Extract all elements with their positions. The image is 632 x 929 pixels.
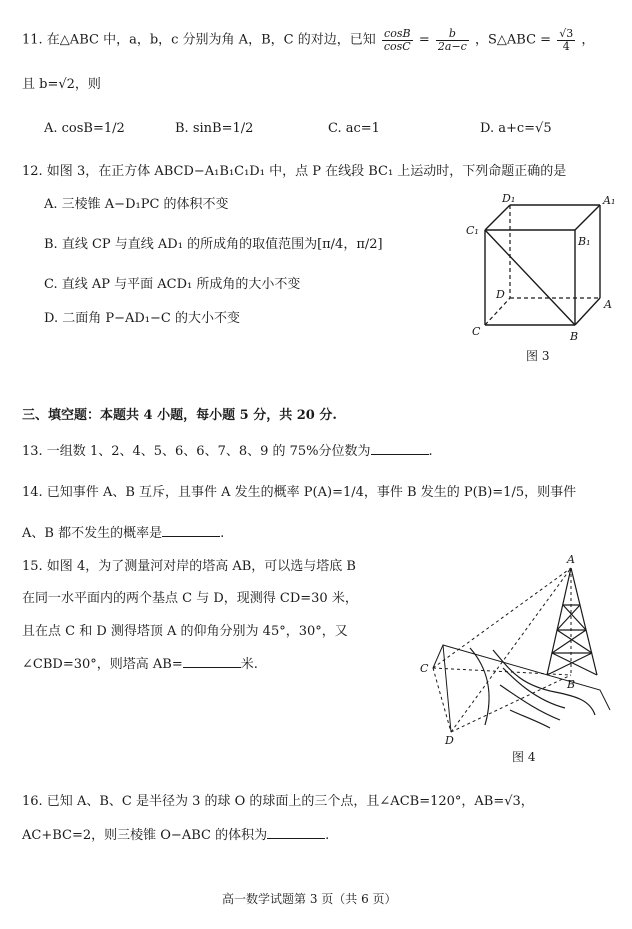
q15-line4: ∠CBD=30°，则塔高 AB= 米. (22, 657, 258, 672)
river (470, 648, 595, 728)
q16-answer-blank (267, 828, 325, 839)
q16-line1: 16. 已知 A、B、C 是半径为 3 的球 O 的球面上的三个点，且∠ACB=120°，AB=√3， (22, 794, 534, 809)
q14-line2: A、B 都不发生的概率是 . (22, 526, 225, 541)
page-footer: 高一数学试题第 3 页（共 6 页） (222, 892, 397, 906)
q11-stem: 11. 在△ABC 中，a，b，c 分别为角 A，B，C 的对边，已知 (22, 32, 376, 48)
q12-stem: 12. 如图 3，在正方体 ABCD−A₁B₁C₁D₁ 中，点 P 在线段 BC₁ 上运动时，下列命题正确的是 (22, 164, 567, 179)
segment-bc1 (485, 230, 575, 325)
label-d1: D₁ (502, 192, 516, 205)
q12-option-c: C. 直线 AP 与平面 ACD₁ 所成角的大小不变 (44, 277, 301, 292)
fig4-label-a: A (567, 553, 575, 566)
figure-3-caption: 图 3 (526, 349, 550, 363)
label-c1: C₁ (466, 224, 479, 237)
hidden-edge-c-d (485, 298, 510, 325)
q11-frac-cos: $\frac{\cos B}{\cos C}$ (383, 27, 411, 53)
edge-b-a (575, 298, 600, 325)
q15-line1: 15. 如图 4，为了测量河对岸的塔高 AB，可以选与塔底 B (22, 559, 356, 574)
label-b1: B₁ (578, 235, 591, 248)
sight-line-ca (433, 568, 571, 668)
q15-answer-blank (183, 657, 241, 668)
q11-option-b: B. sinB=1/2 (175, 121, 254, 136)
q16-line2: AC+BC=2，则三棱锥 O−ABC 的体积为 . (22, 828, 330, 843)
figure-3-cube (460, 190, 620, 370)
edge-b1-a1 (575, 205, 600, 230)
edge-c1-d1 (485, 205, 510, 230)
q11-frac-b: $\frac{b}{2a-c}$ (437, 27, 467, 53)
label-b: B (570, 330, 579, 343)
q15-line3: 且在点 C 和 D 测得塔顶 A 的仰角分别为 45°，30°，又 (22, 624, 348, 639)
q11-option-c: C. ac=1 (328, 121, 380, 136)
q12-option-a: A. 三棱锥 A−D₁PC 的体积不变 (44, 197, 229, 212)
fig4-label-b: B (567, 678, 576, 691)
section-fill-in-title: 三、填空题：本题共 4 小题，每小题 5 分，共 20 分. (22, 408, 337, 423)
ground-plane (433, 645, 610, 732)
tower-structure (547, 568, 597, 675)
label-a1: A₁ (603, 194, 616, 207)
q12-option-d: D. 二面角 P−AD₁−C 的大小不变 (44, 311, 240, 326)
fig4-label-d: D (445, 734, 454, 747)
fig4-label-c: C (420, 662, 429, 675)
q14-answer-blank (162, 526, 220, 537)
label-c: C (472, 325, 481, 338)
q13: 13. 一组数 1、2、4、5、6、6、7、8、9 的 75%分位数为 . (22, 444, 433, 459)
figure-4-caption: 图 4 (512, 750, 536, 764)
q11-line1: 11. 在△ABC 中，a，b，c 分别为角 A，B，C 的对边，已知 $\frac{\cos B}{\cos C}$ = $\frac{b}{2a-c}$ ，S△ABC = $\frac{√3}{4}$ ， (22, 27, 595, 53)
q11-option-a: A. cosB=1/2 (44, 121, 125, 136)
q11-frac-area: $\frac{√3}{4}$ (559, 27, 574, 53)
q13-answer-blank (371, 444, 429, 455)
label-d: D (496, 288, 505, 301)
label-a: A (604, 298, 612, 311)
q14-line1: 14. 已知事件 A、B 互斥，且事件 A 发生的概率 P(A)=1/4，事件 B 发生的 P(B)=1/5，则事件 (22, 485, 577, 500)
figure-4-tower (415, 550, 620, 750)
q15-line2: 在同一水平面内的两个基点 C 与 D，现测得 CD=30 米， (22, 591, 358, 606)
q12-option-b: B. 直线 CP 与直线 AD₁ 的所成角的取值范围为[π/4，π/2] (44, 237, 383, 252)
q11-option-d: D. a+c=√5 (480, 121, 552, 136)
q11-line2: 且 b=√2，则 (22, 77, 101, 92)
